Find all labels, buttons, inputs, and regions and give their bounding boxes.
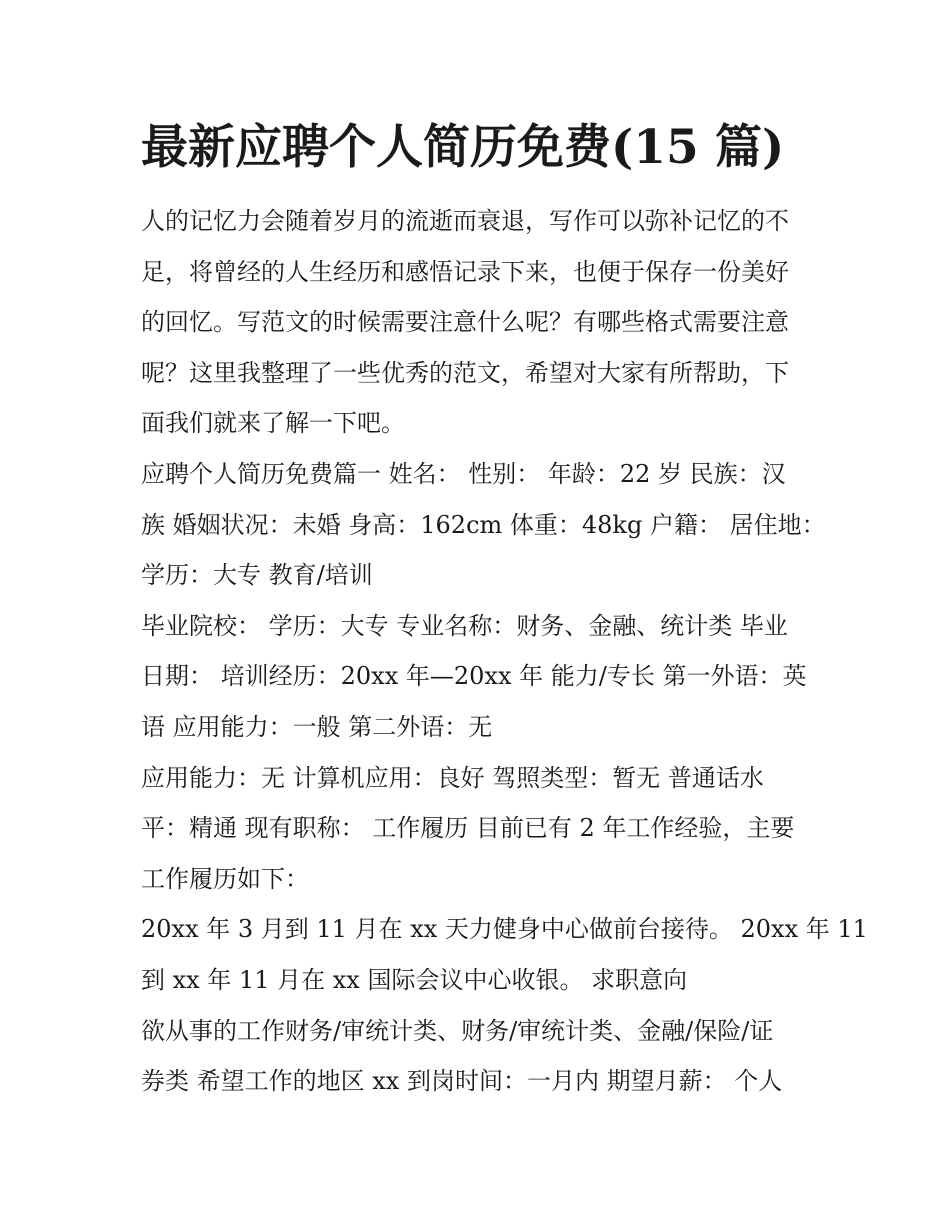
body-line: 欲从事的工作财务/审统计类、财务/审统计类、金融/保险/证 bbox=[141, 1016, 774, 1045]
body-line: 呢？这里我整理了一些优秀的范文，希望对大家有所帮助，下 bbox=[141, 358, 789, 387]
document-title: 最新应聘个人简历免费(15 篇) bbox=[141, 120, 785, 175]
body-line: 到 xx 年 11 月在 xx 国际会议中心收银。 求职意向 bbox=[141, 965, 688, 994]
body-line: 工作履历如下： bbox=[141, 864, 309, 893]
body-line: 学历：大专 教育/培训 bbox=[141, 561, 373, 590]
document-body bbox=[141, 196, 868, 1107]
body-line: 语 应用能力：一般 第二外语：无 bbox=[141, 712, 493, 741]
body-line: 族 婚姻状况：未婚 身高：162cm 体重：48kg 户籍： 居住地： bbox=[141, 510, 826, 539]
body-line: 20xx 年 3 月到 11 月在 xx 天力健身中心做前台接待。 20xx 年 11 bbox=[141, 915, 868, 944]
body-line: 应用能力：无 计算机应用：良好 驾照类型：暂无 普通话水 bbox=[141, 763, 764, 792]
body-line: 毕业院校： 学历：大专 专业名称：财务、金融、统计类 毕业 bbox=[141, 611, 788, 640]
body-line: 面我们就来了解一下吧。 bbox=[141, 409, 405, 438]
body-line: 人的记忆力会随着岁月的流逝而衰退，写作可以弥补记忆的不 bbox=[141, 207, 789, 235]
body-line: 足，将曾经的人生经历和感悟记录下来，也便于保存一份美好 bbox=[141, 257, 789, 286]
body-line: 的回忆。写范文的时候需要注意什么呢？有哪些格式需要注意 bbox=[141, 308, 789, 337]
body-line: 平：精通 现有职称： 工作履历 目前已有 2 年工作经验，主要 bbox=[141, 814, 795, 843]
body-line: 日期： 培训经历：20xx 年—20xx 年 能力/专长 第一外语：英 bbox=[141, 662, 807, 691]
body-line: 券类 希望工作的地区 xx 到岗时间：一月内 期望月薪： 个人 bbox=[141, 1067, 783, 1096]
body-line: 应聘个人简历免费篇一 姓名： 性别： 年龄：22 岁 民族：汉 bbox=[141, 459, 786, 488]
